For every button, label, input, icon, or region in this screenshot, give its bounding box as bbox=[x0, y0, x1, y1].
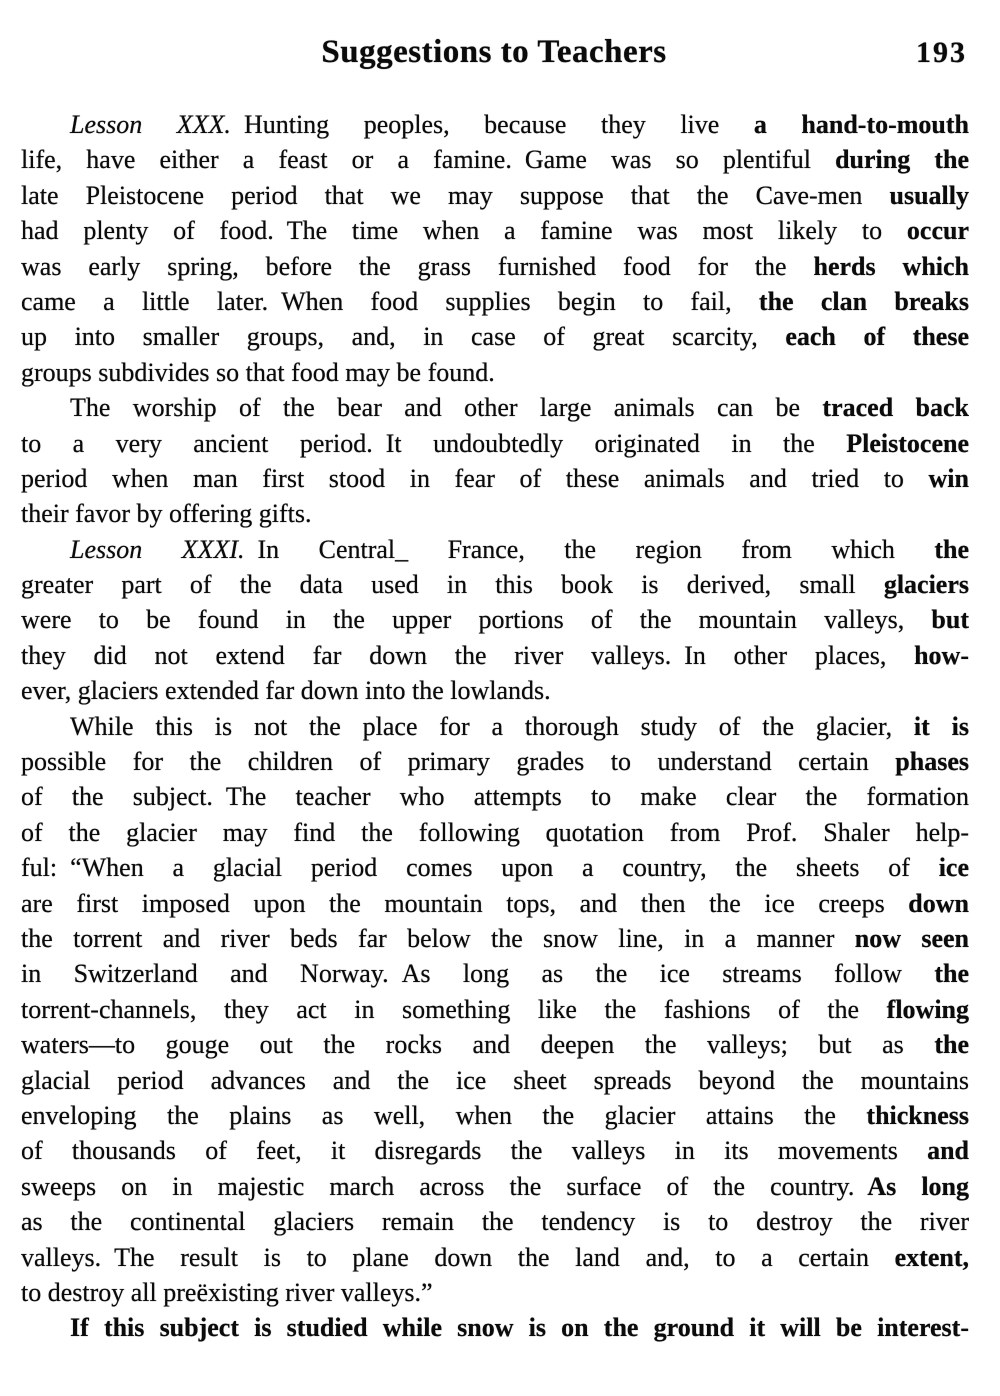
text-line bbox=[21, 567, 969, 602]
text-segment: the bbox=[934, 1030, 969, 1060]
text-line bbox=[21, 142, 969, 177]
text-segment: herds which bbox=[813, 251, 969, 281]
text-segment: but bbox=[931, 605, 969, 635]
text-segment: life, have either a feast or a famine. Game was so plentiful bbox=[21, 145, 836, 175]
text-segment: usually bbox=[889, 180, 969, 210]
text-segment: valleys. The result is to plane down the land and, to a certain bbox=[21, 1242, 895, 1272]
text-segment: as the continental glaciers remain the tendency is to destroy the river bbox=[21, 1207, 969, 1237]
text-segment: greater part of the data used in this book is derived, small bbox=[21, 570, 884, 600]
text-segment: up into smaller groups, and, in case of great scarcity, bbox=[21, 322, 786, 352]
text-line bbox=[21, 532, 969, 567]
text-segment: to a very ancient period. It undoubtedly originated in the bbox=[21, 428, 847, 458]
text-line bbox=[21, 249, 969, 284]
text-line bbox=[21, 461, 969, 496]
text-segment: the torrent and river beds far below the snow line, in a manner bbox=[21, 923, 855, 953]
text-segment: Pleistocene bbox=[846, 428, 969, 458]
text-segment: sweeps on in majestic march across the surface of the country. bbox=[21, 1171, 868, 1201]
text-segment: waters—to gouge out the rocks and deepen the valleys; but as bbox=[21, 1030, 935, 1060]
text-segment: enveloping the plains as well, when the glacier attains the bbox=[21, 1100, 867, 1130]
text-line bbox=[21, 319, 969, 354]
text-segment: In Central_ France, the region from which bbox=[244, 534, 935, 564]
text-segment: the bbox=[934, 534, 969, 564]
text-segment: a hand-to-mouth bbox=[753, 110, 969, 139]
text-line bbox=[21, 1027, 969, 1062]
text-line bbox=[21, 284, 969, 319]
text-segment: were to be found in the upper portions of the mountain valleys, bbox=[21, 605, 932, 635]
text-segment: While this is not the place for a thorough study of the glacier, bbox=[70, 711, 914, 741]
text-segment: of the glacier may find the following quotation from Prof. Shaler help- bbox=[21, 817, 969, 847]
text-line bbox=[21, 992, 969, 1027]
text-segment: to destroy all preëxisting river valleys.” bbox=[21, 1277, 433, 1307]
text-segment: period when man first stood in fear of these animals and tried to bbox=[21, 463, 929, 493]
text-line bbox=[21, 638, 969, 673]
text-line bbox=[21, 1169, 969, 1204]
text-line bbox=[21, 1240, 969, 1275]
text-segment: their favor by offering gifts. bbox=[21, 499, 312, 529]
text-segment: now seen bbox=[854, 923, 969, 953]
text-line bbox=[21, 886, 969, 921]
text-line bbox=[21, 921, 969, 956]
text-segment: ever, glaciers extended far down into the lowlands. bbox=[21, 676, 551, 706]
text-line bbox=[21, 355, 969, 390]
text-segment: Lesson XXX. bbox=[70, 110, 231, 139]
text-segment: during the bbox=[835, 145, 969, 175]
text-segment: glaciers bbox=[883, 570, 969, 600]
page-number: 193 bbox=[916, 36, 967, 69]
text-segment: Hunting peoples, because they live bbox=[230, 110, 754, 139]
text-line bbox=[21, 390, 969, 425]
text-segment: flowing bbox=[886, 994, 969, 1024]
text-segment: thickness bbox=[866, 1100, 969, 1130]
text-segment: the clan breaks bbox=[758, 286, 969, 316]
text-line bbox=[21, 107, 969, 142]
text-line bbox=[21, 602, 969, 637]
text-segment: late Pleistocene period that we may suppose that the Cave-men bbox=[21, 180, 890, 210]
text-segment: As long bbox=[867, 1171, 969, 1201]
text-line bbox=[21, 178, 969, 213]
text-segment: it is bbox=[913, 711, 969, 741]
text-segment: traced back bbox=[822, 393, 969, 423]
text-line bbox=[21, 709, 969, 744]
text-segment: groups subdivides so that food may be found. bbox=[21, 357, 495, 387]
text-line bbox=[21, 426, 969, 461]
text-line bbox=[21, 673, 969, 708]
text-line bbox=[21, 213, 969, 248]
text-line bbox=[21, 1310, 969, 1345]
text-segment: they did not extend far down the river valleys. In other places, bbox=[21, 640, 915, 670]
text-segment: torrent-channels, they act in something like the fashions of the bbox=[21, 994, 887, 1024]
text-segment: how- bbox=[914, 640, 969, 670]
text-segment: Lesson XXXI. bbox=[70, 534, 245, 564]
text-segment: win bbox=[928, 463, 969, 493]
text-segment: in Switzerland and Norway. As long as the ice streams follow bbox=[21, 959, 935, 989]
page-title: Suggestions to Teachers bbox=[321, 34, 667, 70]
text-segment: extent, bbox=[894, 1242, 969, 1272]
text-segment: phases bbox=[895, 747, 969, 777]
text-line bbox=[21, 850, 969, 885]
text-segment: possible for the children of primary grades to understand certain bbox=[21, 747, 896, 777]
text-segment: was early spring, before the grass furnished food for the bbox=[21, 251, 814, 281]
text-segment: of thousands of feet, it disregards the valleys in its movements bbox=[21, 1136, 928, 1166]
text-segment: of the subject. The teacher who attempts to make clear the formation bbox=[21, 782, 969, 812]
text-segment: down bbox=[908, 888, 969, 918]
text-segment: and bbox=[927, 1136, 969, 1166]
text-block bbox=[21, 107, 969, 1346]
text-segment: glacial period advances and the ice sheet spreads beyond the mountains bbox=[21, 1065, 969, 1095]
text-segment: came a little later. When food supplies begin to fail, bbox=[21, 286, 759, 316]
text-line bbox=[21, 1275, 969, 1310]
text-segment: are first imposed upon the mountain tops, and then the ice creeps bbox=[21, 888, 909, 918]
text-segment: ice bbox=[938, 853, 969, 883]
text-line bbox=[21, 815, 969, 850]
text-line bbox=[21, 1133, 969, 1168]
text-line bbox=[21, 1098, 969, 1133]
page-header bbox=[21, 34, 967, 78]
text-line bbox=[21, 779, 969, 814]
text-line bbox=[21, 744, 969, 779]
text-line bbox=[21, 1204, 969, 1239]
text-segment: The worship of the bear and other large animals can be bbox=[70, 393, 823, 423]
text-line bbox=[21, 956, 969, 991]
text-segment: If this subject is studied while snow is on the ground it will be interest- bbox=[70, 1313, 969, 1343]
text-segment: each of these bbox=[785, 322, 969, 352]
text-line bbox=[21, 1063, 969, 1098]
text-segment: ful: “When a glacial period comes upon a country, the sheets of bbox=[21, 853, 939, 883]
text-segment: the bbox=[934, 959, 969, 989]
text-line bbox=[21, 496, 969, 531]
text-segment: occur bbox=[906, 216, 969, 246]
text-segment: had plenty of food. The time when a famine was most likely to bbox=[21, 216, 907, 246]
